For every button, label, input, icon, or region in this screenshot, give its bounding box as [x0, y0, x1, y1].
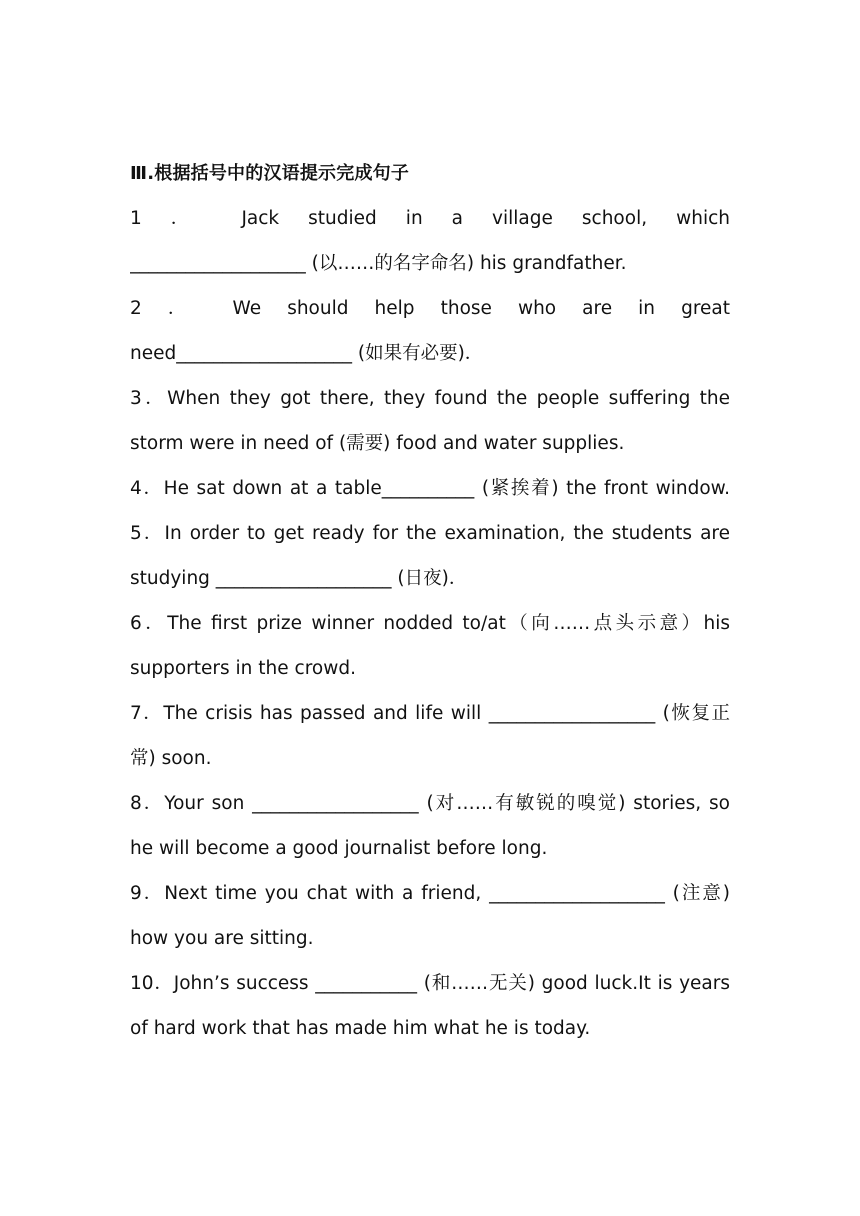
exercise-item-2: [130, 286, 730, 376]
exercise-item-4: [130, 466, 730, 511]
exercise-item-6: [130, 601, 730, 691]
exercise-item-5: [130, 511, 730, 601]
item-line: 10．John’s success ___________ (和……无关) good luck.It is years: [130, 973, 730, 994]
item-line: 6．The first prize winner nodded to/at（向……点头示意）his: [130, 613, 730, 634]
exercise-section: [130, 151, 730, 1051]
item-line: 7．The crisis has passed and life will __________________ (恢复正: [130, 703, 730, 724]
item-line: 2 ． We should help those who are in great: [130, 298, 730, 319]
item-line: need___________________ (如果有必要)．: [130, 343, 484, 364]
section-heading: Ⅲ.根据括号中的汉语提示完成句子: [130, 163, 410, 184]
exercise-item-10: [130, 961, 730, 1051]
item-line: 3．When they got there, they found the people suffering the: [130, 388, 730, 409]
item-line: studying ___________________ (日夜)．: [130, 568, 468, 589]
exercise-item-8: [130, 781, 730, 871]
item-line: storm were in need of (需要) food and water supplies.: [130, 433, 625, 454]
item-line: how you are sitting.: [130, 928, 314, 949]
item-line: 8．Your son __________________ (对……有敏锐的嗅觉) stories, so: [130, 793, 730, 814]
exercise-item-9: [130, 871, 730, 961]
exercise-item-7: [130, 691, 730, 781]
item-line: 4．He sat down at a table__________ (紧挨着) the front window.: [130, 478, 730, 499]
item-line: 5．In order to get ready for the examination, the students are: [130, 523, 730, 544]
item-line: of hard work that has made him what he is today.: [130, 1018, 591, 1039]
exercise-item-1: [130, 196, 730, 286]
item-line: 9．Next time you chat with a friend, ___________________ (注意): [130, 883, 730, 904]
item-line: 常) soon.: [130, 748, 212, 769]
item-line: supporters in the crowd.: [130, 658, 356, 679]
item-line: ___________________ (以……的名字命名) his grandfather.: [130, 253, 627, 274]
item-line: he will become a good journalist before long.: [130, 838, 548, 859]
item-line: 1 ． Jack studied in a village school, which: [130, 208, 730, 229]
exercise-item-3: [130, 376, 730, 466]
